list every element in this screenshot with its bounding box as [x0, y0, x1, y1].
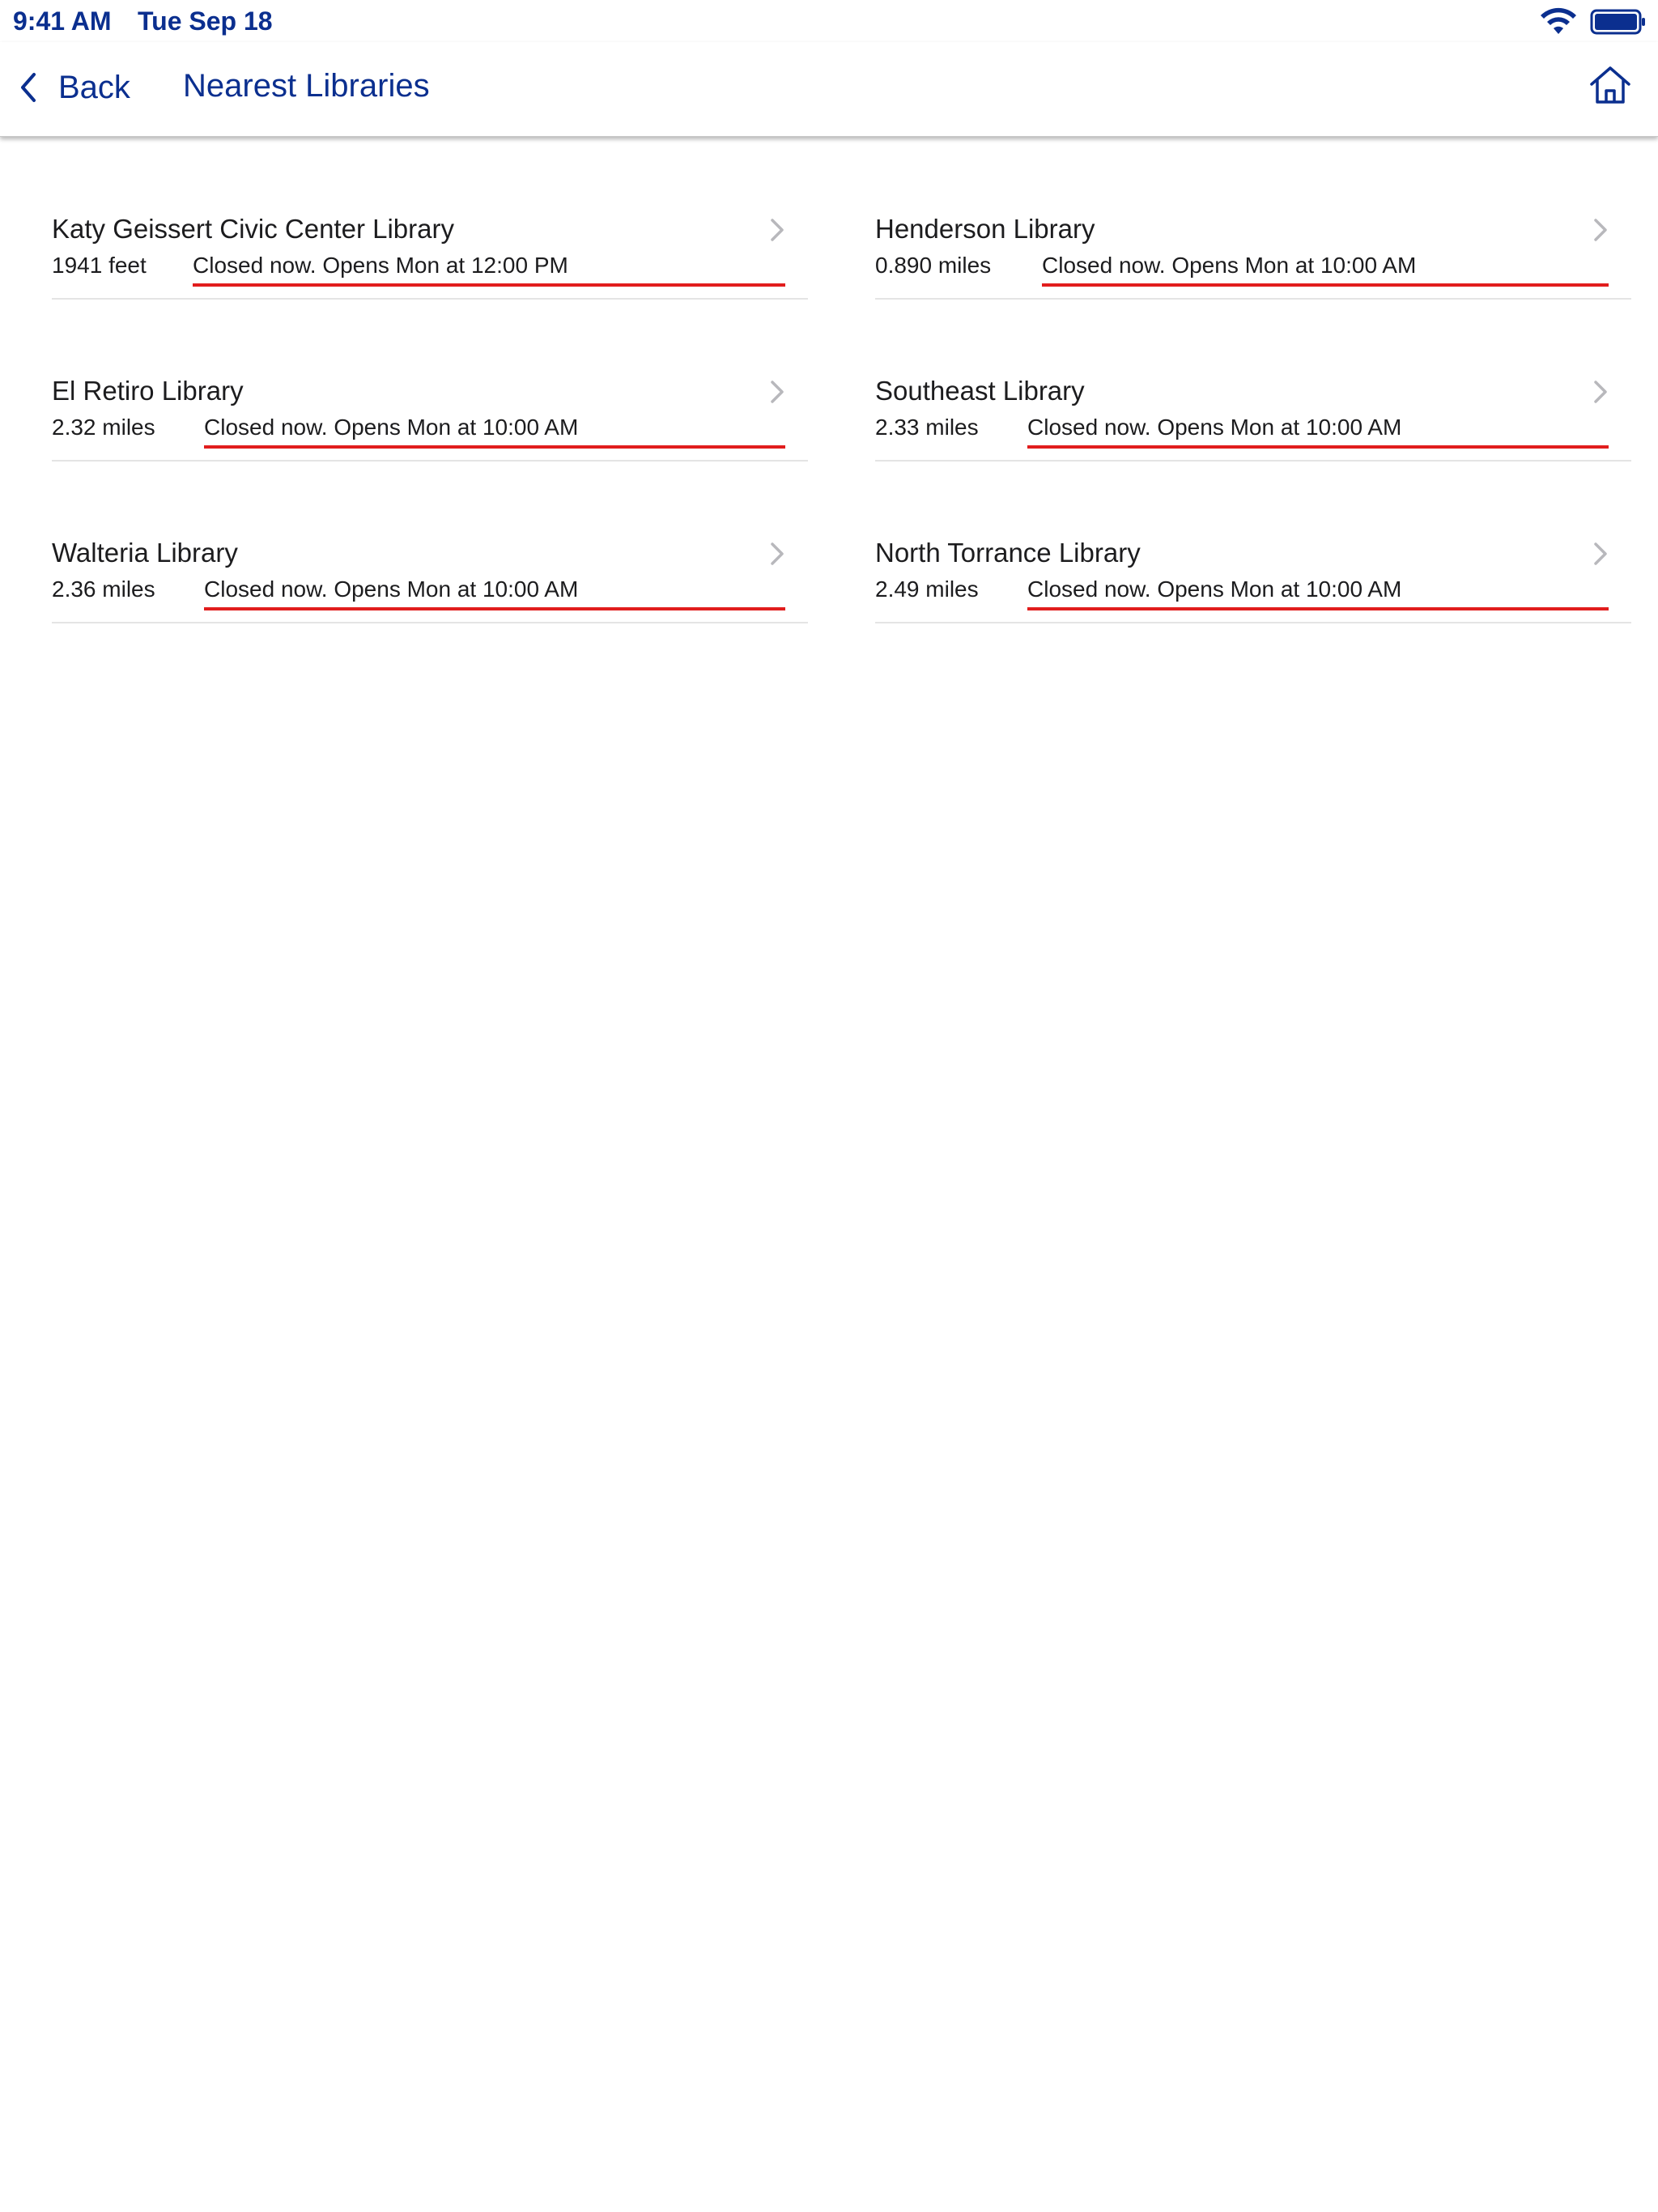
- library-list-item[interactable]: [875, 460, 1631, 623]
- chevron-right-icon: [1592, 217, 1609, 243]
- chevron-right-icon: [1592, 541, 1609, 567]
- chevron-left-icon: [18, 71, 39, 104]
- library-distance: 2.32 miles: [52, 415, 155, 440]
- library-name: North Torrance Library: [875, 538, 1141, 568]
- navigation-bar: [0, 42, 1658, 137]
- library-hours-status: Closed now. Opens Mon at 10:00 AM: [1027, 415, 1402, 440]
- status-underline: [193, 283, 785, 287]
- status-bar: [0, 0, 1658, 42]
- library-name: Katy Geissert Civic Center Library: [52, 214, 454, 244]
- library-hours-status: Closed now. Opens Mon at 10:00 AM: [1027, 576, 1402, 602]
- page-title: Nearest Libraries: [183, 68, 430, 104]
- library-distance: 2.33 miles: [875, 415, 979, 440]
- back-button[interactable]: [18, 63, 130, 112]
- library-distance: 1941 feet: [52, 253, 147, 278]
- status-date: Tue Sep 18: [138, 6, 273, 36]
- library-name: Henderson Library: [875, 214, 1095, 244]
- library-name: El Retiro Library: [52, 376, 244, 406]
- home-icon[interactable]: [1588, 63, 1632, 107]
- chevron-right-icon: [1592, 379, 1609, 405]
- library-list-item[interactable]: [52, 136, 808, 300]
- status-underline: [1027, 607, 1609, 610]
- status-time: 9:41 AM: [13, 6, 112, 36]
- library-distance: 2.36 miles: [52, 576, 155, 602]
- chevron-right-icon: [769, 379, 785, 405]
- battery-icon: [1590, 8, 1647, 36]
- status-underline: [1027, 445, 1609, 449]
- library-name: Southeast Library: [875, 376, 1085, 406]
- wifi-icon: [1538, 6, 1579, 36]
- chevron-right-icon: [769, 541, 785, 567]
- back-label: Back: [58, 69, 130, 105]
- library-distance: 0.890 miles: [875, 253, 992, 278]
- library-list-item[interactable]: [875, 298, 1631, 462]
- library-name: Walteria Library: [52, 538, 238, 568]
- library-list-item[interactable]: [52, 298, 808, 462]
- library-hours-status: Closed now. Opens Mon at 10:00 AM: [204, 415, 579, 440]
- library-hours-status: Closed now. Opens Mon at 10:00 AM: [204, 576, 579, 602]
- status-underline: [204, 607, 785, 610]
- chevron-right-icon: [769, 217, 785, 243]
- status-underline: [1042, 283, 1609, 287]
- library-hours-status: Closed now. Opens Mon at 10:00 AM: [1042, 253, 1417, 278]
- library-distance: 2.49 miles: [875, 576, 979, 602]
- library-hours-status: Closed now. Opens Mon at 12:00 PM: [193, 253, 568, 278]
- library-list-item[interactable]: [52, 460, 808, 623]
- library-list-item[interactable]: [875, 136, 1631, 300]
- status-underline: [204, 445, 785, 449]
